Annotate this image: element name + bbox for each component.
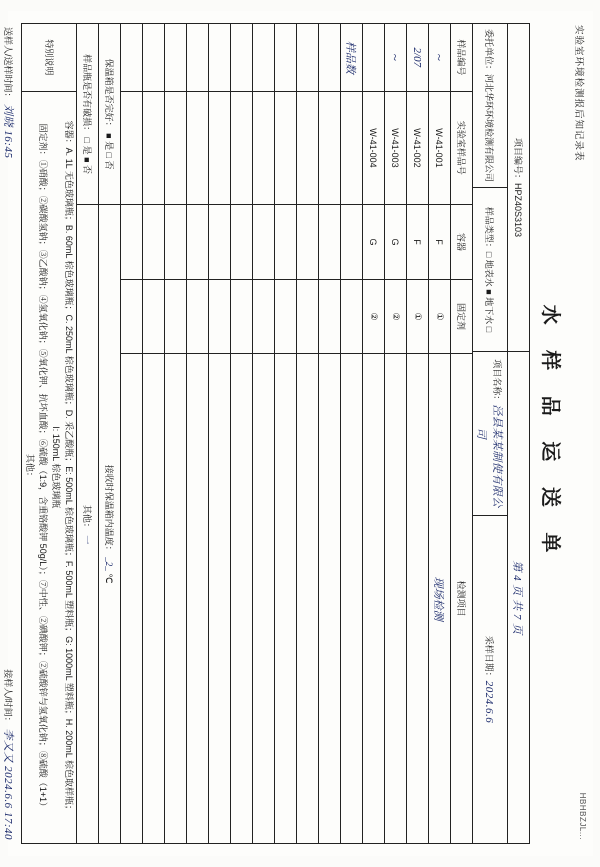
cell-sample-no (186, 24, 208, 92)
cell-vessel (274, 205, 296, 280)
table-row (208, 24, 230, 844)
cell-sample-no (252, 24, 274, 92)
col-header-lab-no: 实验室样品号 (450, 91, 472, 205)
table-row (274, 24, 296, 844)
samples-table (20, 23, 472, 844)
cell-vessel (340, 205, 362, 280)
cell-fixative: ① (428, 279, 450, 354)
bottle-damage-cell (76, 24, 98, 205)
cell-item (274, 354, 296, 844)
project-no-cell (507, 24, 529, 352)
cell-vessel (164, 205, 186, 280)
cell-item (362, 354, 384, 844)
table-row (252, 24, 274, 844)
cell-lab-no (208, 91, 230, 205)
cell-item (384, 354, 406, 844)
status-row-box-condition (98, 24, 120, 844)
box-condition-label: 保温箱是否完好： (103, 58, 114, 131)
project-name-cell (472, 352, 507, 516)
cell-sample-no (362, 24, 384, 92)
cell-fixative (274, 279, 296, 354)
box-temperature-cell (98, 205, 120, 844)
page-title: 水 样 品 运 送 单 (538, 304, 561, 563)
cell-sample-no (164, 24, 186, 92)
table-row (120, 24, 142, 844)
client-label: 委托单位： (484, 28, 494, 74)
cell-item (142, 354, 164, 844)
notes-line-other: 其他： (24, 453, 35, 481)
box-condition-cell (98, 24, 120, 205)
cell-lab-no (164, 91, 186, 205)
cell-lab-no: W-41-003 (384, 91, 406, 205)
cell-fixative (186, 279, 208, 354)
cell-fixative (142, 279, 164, 354)
col-header-fixative: 固定剂 (450, 279, 472, 354)
cell-fixative: ② (384, 279, 406, 354)
receiver-value: 李又又 2024.6.6 17:40 (1, 728, 14, 840)
cell-vessel (208, 205, 230, 280)
sample-type-value: □ 地表水 ■ 地下水 □ (484, 251, 494, 333)
cell-item (318, 354, 340, 844)
receiver-label: 接样人/时间： (2, 669, 13, 726)
hand-item-row1: 现场检测 (432, 576, 444, 621)
notes-body (21, 91, 76, 843)
box-temperature-value: _2_ (103, 557, 114, 571)
other-label: 其他： (81, 504, 92, 532)
cell-sample-no (296, 24, 318, 92)
status-row-bottle-damage (76, 24, 98, 844)
cell-fixative: ① (406, 279, 428, 354)
col-header-sample-no: 样品编号 (450, 24, 472, 92)
cell-vessel: F (406, 205, 428, 280)
other-remark-cell (76, 205, 98, 844)
cell-fixative (120, 279, 142, 354)
table-row (384, 24, 406, 844)
cell-lab-no (340, 91, 362, 205)
sample-date-value: 2024.6.6 (483, 680, 495, 724)
cell-lab-no (230, 91, 252, 205)
cell-lab-no (296, 91, 318, 205)
cell-item (120, 354, 142, 844)
table-row (340, 24, 362, 844)
table-row (428, 24, 450, 844)
header-info-table (472, 23, 530, 844)
client-cell (472, 24, 507, 188)
bottle-damage-options[interactable]: □ 是 ■ 否 (81, 137, 92, 175)
cell-item (296, 354, 318, 844)
project-no-value: HPZ40S3103 (512, 182, 523, 238)
cell-fixative (296, 279, 318, 354)
cell-vessel (318, 205, 340, 280)
cell-lab-no: W-41-002 (406, 91, 428, 205)
signature-area (0, 23, 20, 844)
hand-mark-row3: ~ (388, 53, 403, 61)
cell-lab-no: W-41-004 (362, 91, 384, 205)
cell-fixative (230, 279, 252, 354)
notes-title: 特别说明 (21, 24, 76, 92)
box-temperature-label: 接收时保温箱内温度： (103, 464, 114, 555)
cell-item (340, 354, 362, 844)
cell-vessel (120, 205, 142, 280)
cell-sample-no (406, 24, 428, 92)
cell-vessel: G (384, 205, 406, 280)
cell-lab-no (120, 91, 142, 205)
page-count-cell (507, 352, 529, 844)
cell-vessel: F (428, 205, 450, 280)
cell-vessel (230, 205, 252, 280)
sample-date-cell (472, 516, 507, 844)
cell-lab-no (274, 91, 296, 205)
cell-sample-no (384, 24, 406, 92)
table-row (362, 24, 384, 844)
table-row (142, 24, 164, 844)
cell-item (428, 354, 450, 844)
table-row (230, 24, 252, 844)
cell-vessel (142, 205, 164, 280)
top-left-note: 实验室环境检测报后知记录表 (572, 25, 584, 162)
cell-fixative (340, 279, 362, 354)
hand-mark-row2: 2/07 (411, 47, 423, 68)
cell-lab-no (186, 91, 208, 205)
project-name-value: 泾县某某制使有限公司 (474, 404, 503, 508)
page-count-value: 第 4 页 共 7 页 (511, 560, 523, 635)
cell-item (406, 354, 428, 844)
cell-lab-no (142, 91, 164, 205)
cell-lab-no: W-41-001 (428, 91, 450, 205)
hand-mark-row5: 样品数 (344, 40, 356, 74)
cell-item (252, 354, 274, 844)
box-temperature-unit: ℃ (103, 573, 114, 584)
notes-row (21, 24, 76, 844)
cell-fixative: ② (362, 279, 384, 354)
client-value: 河北华环环境检测有限公司 (484, 74, 494, 183)
cell-vessel (252, 205, 274, 280)
table-row (318, 24, 340, 844)
table-row (406, 24, 428, 844)
cell-sample-no (142, 24, 164, 92)
form-sheet (1, 11, 593, 856)
notes-line-vessels-cont: I: 150mL 棕色玻璃瓶 (50, 426, 61, 509)
col-header-item: 检测项目 (450, 354, 472, 844)
cell-item (230, 354, 252, 844)
cell-sample-no (230, 24, 252, 92)
cell-sample-no (340, 24, 362, 92)
cell-vessel (186, 205, 208, 280)
cell-lab-no (252, 91, 274, 205)
cell-vessel (296, 205, 318, 280)
cell-fixative (318, 279, 340, 354)
cell-fixative (208, 279, 230, 354)
cell-fixative (164, 279, 186, 354)
notes-line-fixatives: 固定剂：①硝酸；②碳酸氢钠；③乙酸钠；④氢氧化钠；⑤氧化钾、抗坏血酸；⑥硫酸（1:9，含重铬酸钾 50g/L）；⑦中性、②碘酸钾；②硫酸锌与氢氧化钠；⑧硫酸（1+1） (37, 123, 48, 811)
cell-item (186, 354, 208, 844)
hand-mark-row1: ~ (432, 53, 447, 61)
sample-type-cell (472, 188, 507, 352)
cell-item (164, 354, 186, 844)
cell-lab-no (318, 91, 340, 205)
box-condition-options[interactable]: ■ 是 □ 否 (103, 133, 114, 170)
bottle-damage-label: 样品瓶是否有破损： (81, 54, 92, 136)
cell-item (208, 354, 230, 844)
cell-sample-no (274, 24, 296, 92)
project-name-label: 项目名称： (491, 359, 502, 405)
other-value: 一 (81, 534, 92, 544)
receiver-block (0, 669, 16, 840)
table-row (186, 24, 208, 844)
cell-sample-no (120, 24, 142, 92)
cell-sample-no (318, 24, 340, 92)
table-row (164, 24, 186, 844)
form-code-note: HBHBZJL... (577, 792, 587, 840)
notes-line-vessels: 容器：A. 1L 无色玻璃瓶；B. 60mL 棕色玻璃瓶；C. 250mL 棕色玻璃瓶；D. 采乙酸瓶；E: 500mL 棕色玻璃瓶；F. 500mL 塑料瓶；G: 1000mL 塑料瓶；H. 200mL 棕色取样瓶； (63, 120, 74, 814)
cell-sample-no (208, 24, 230, 92)
project-no-label: 项目编号： (512, 137, 523, 183)
sender-block (0, 27, 16, 158)
cell-vessel: G (362, 205, 384, 280)
sample-date-label: 采样日期： (484, 635, 494, 681)
cell-fixative (252, 279, 274, 354)
rotated-sheet-wrapper (1, 11, 593, 856)
sender-label: 送样人/送样时间： (2, 27, 13, 102)
sender-value: 刘晓 16:45 (1, 104, 14, 159)
col-header-vessel: 容器 (450, 205, 472, 280)
table-row (296, 24, 318, 844)
sample-type-label: 样品类型： (484, 206, 494, 252)
cell-sample-no (428, 24, 450, 92)
